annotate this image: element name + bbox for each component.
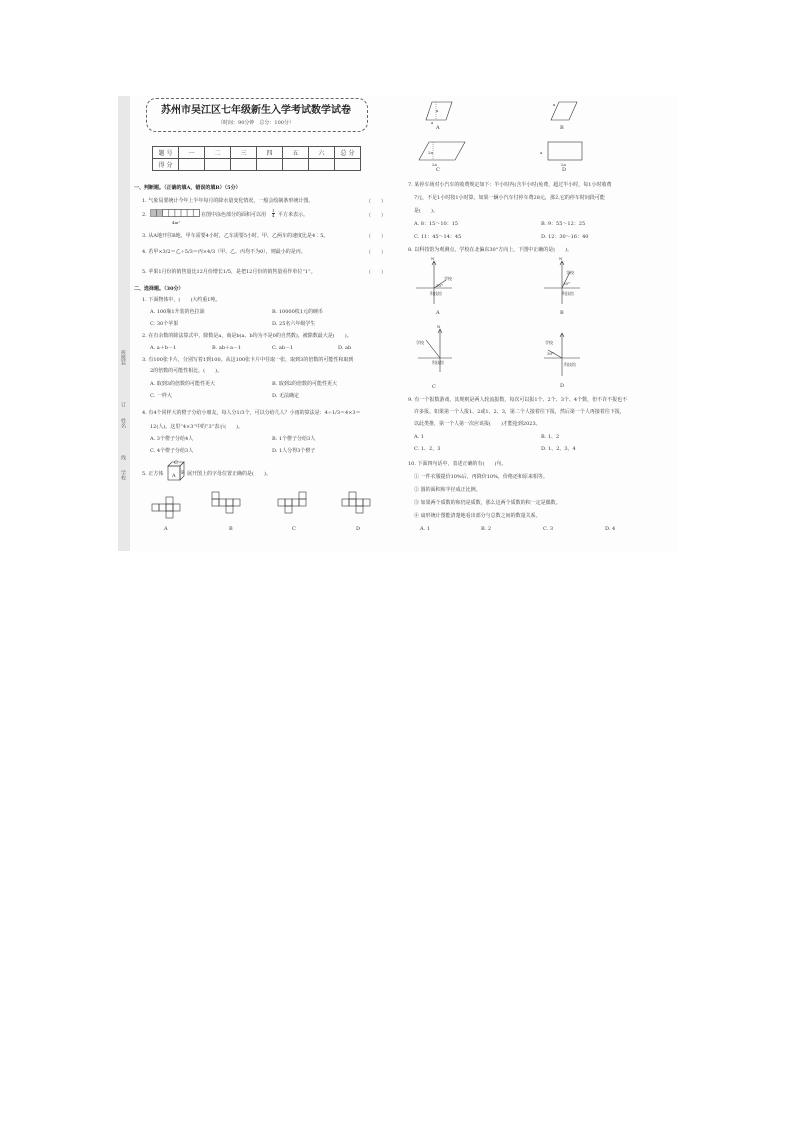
q8-text: 8. 以科技馆为观测点，学校在北偏东30°方向上，下图中正确的是( )。 [408, 247, 573, 253]
score-input-cell[interactable] [205, 159, 231, 171]
north-label: N [431, 256, 435, 261]
s2-question-5-b: 展开图上的字母位置正确的是( )。 [187, 471, 271, 477]
score-cell: 一 [179, 147, 205, 159]
option[interactable]: A. 100瓶1升装的色拉油 [150, 309, 205, 315]
dim-label: a [436, 108, 439, 113]
s2-question-5-a: 5. 正方体 [142, 471, 164, 477]
q7-line3: 是( )。 [414, 208, 438, 214]
option[interactable]: A. 8：15～10：15 [414, 221, 459, 227]
cube-letter-a: A [172, 473, 176, 479]
s1-question-4: 4. 若甲×3/2＝乙÷5/3＝丙×4/3（甲、乙、丙均不为0），则最小的是丙。 [142, 249, 306, 255]
q7-line2: 7元，不足1小时按1小时算。如果一辆小汽车付停车费28元，那么它的停车时间段可能 [414, 195, 605, 201]
binding-label-class: 班级 [120, 350, 126, 360]
museum-label: 科技馆 [562, 291, 574, 296]
compass-label: C [432, 384, 436, 390]
option[interactable]: B. ab＋a－1 [212, 345, 242, 351]
binding-label-zhuang: 装 [120, 360, 126, 365]
score-table-score-row [153, 159, 361, 171]
compass-b[interactable] [540, 258, 584, 308]
score-input-cell[interactable] [257, 159, 283, 171]
s2-question-2: 2. 在有余数的除法算式中，除数是a，商是b(a、b均为不是0的自然数)，被除数最大是( )。 [142, 333, 352, 339]
option[interactable]: C. ab－1 [272, 345, 294, 351]
q7-line1: 7. 某停车场对小汽车的收费规定如下：半小时内(含半小时)免费，超过半小时，每1小时收费 [408, 182, 612, 188]
fraction [272, 209, 275, 218]
option[interactable]: B. 1个橙子分给3人 [272, 436, 316, 442]
fig-label: B [560, 125, 564, 131]
answer-paren[interactable]: （ ） [366, 270, 387, 276]
option[interactable]: A. 1 [414, 434, 424, 440]
option[interactable]: B. 1、2 [541, 434, 560, 440]
fig-label: D [562, 167, 567, 173]
binding-label-name: 姓名 [120, 418, 126, 428]
q10-statement: ③ 如果两个质数的和仍是质数，那么这两个质数的积一定是偶数。 [414, 500, 561, 506]
fig-label: A [436, 125, 440, 131]
dim-label: 2a [561, 162, 566, 167]
score-cell: 五 [283, 147, 309, 159]
s2-question-4-line2: 12(人)。这里“4×3”中的“3”表示( )。 [150, 424, 244, 430]
compass-c[interactable] [412, 326, 456, 376]
q10-statement: ④ 扇形统计图能清楚地看出部分与总数之间的数量关系。 [414, 513, 541, 519]
school-label: 学校 [444, 276, 452, 281]
s1-question-2-text: 在图中涂色部分的面积可以用 [201, 212, 267, 218]
option[interactable]: D. 1人分得3个橙子 [272, 448, 316, 454]
option[interactable]: A. 取到3的倍数的可能性更大 [150, 381, 215, 387]
school-label: 学校 [416, 340, 424, 345]
q10-text: 10. 下面四句话中，表述正确的有( )句。 [408, 461, 507, 467]
exam-title: 苏州市吴江区七年级新生入学考试数学试卷 [161, 105, 351, 116]
answer-paren[interactable]: （ ） [366, 199, 387, 205]
score-cell: 总 分 [335, 147, 361, 159]
cube-net-a[interactable] [150, 496, 190, 522]
option[interactable]: A. 1 [420, 526, 430, 532]
q6-figure-d[interactable] [545, 140, 585, 162]
q9-line2: 许多报。如果第一个人报1、2或1、2、3，第二个人接着往下报，然后第一个人再接着往下报， [414, 409, 625, 415]
museum-label: 科技馆 [564, 362, 576, 367]
angle-label: 30° [436, 283, 444, 288]
s1-question-5: 5. 苹果1月份的销售量比12月份增长1/5，是把12月份的销售量看作单位“1”。 [142, 269, 316, 275]
q9-line3: 以此类推，第一个人第一次应该报( )才能抢到2023。 [414, 421, 541, 427]
section1-heading: 一、判断题。（正确的填A，错误的填B）（5分） [134, 185, 241, 191]
option[interactable]: B. 取到2的倍数的可能性更大 [272, 381, 338, 387]
section2-heading: 二、选择题。（30分） [134, 286, 184, 292]
exam-subtitle: （时间：90分钟 总分：100分） [218, 120, 294, 126]
compass-a[interactable] [412, 258, 456, 308]
binding-strip [118, 96, 130, 551]
s1-question-2-end: 平方米表示。 [278, 212, 309, 218]
option[interactable]: B. 2 [481, 526, 492, 532]
q6-figure-b[interactable] [545, 100, 585, 122]
option[interactable]: C. 30个苹果 [150, 321, 179, 327]
north-label: N [559, 256, 563, 261]
compass-label: B [560, 310, 564, 316]
dim-label: 2a [428, 150, 433, 155]
option[interactable]: A. 3个橙子分给4人 [150, 436, 194, 442]
score-input-cell[interactable] [179, 159, 205, 171]
score-cell: 二 [205, 147, 231, 159]
fraction-denominator: 4 [272, 213, 275, 218]
s2-question-3-line1: 3. 有100张卡片，分别写着1到100。从这100张卡片中任取一张，取到3的倍数的可能性和取到 [142, 357, 354, 363]
net-label: D [356, 526, 361, 532]
score-table-header-row [153, 147, 361, 159]
museum-label: 科技馆 [432, 360, 444, 365]
s2-question-3-line2: 2的倍数的可能性相比，( )。 [150, 368, 223, 374]
score-input-cell[interactable] [231, 159, 257, 171]
answer-paren[interactable]: （ ） [366, 234, 387, 240]
q6-figure-c[interactable] [415, 140, 471, 162]
grid-strip-unit: 4m² [172, 220, 180, 225]
answer-paren[interactable]: （ ） [366, 250, 387, 256]
option[interactable]: C. 11：45～14：45 [414, 234, 462, 240]
angle-label: 30° [547, 351, 555, 356]
score-input-cell[interactable] [309, 159, 335, 171]
score-cell: 四 [257, 147, 283, 159]
cube-letter-b: B [181, 470, 185, 476]
compass-label: A [436, 310, 440, 316]
binding-label-school: 学校 [120, 470, 126, 480]
option[interactable]: B. 9：55～12：25 [541, 221, 586, 227]
score-cell: 得 分 [153, 159, 179, 171]
score-table [152, 146, 361, 171]
cube-net-b[interactable] [210, 490, 250, 522]
s2-question-1: 1. 下面物体中，( )大约重1吨。 [142, 297, 221, 303]
q9-line1: 9. 有一个报数游戏，其规则是两人轮流报数，每次可以报1个、2个、3个、4个数，但不许不报也不 [408, 397, 628, 403]
option[interactable]: D. 25名六年级学生 [272, 321, 316, 327]
net-label: A [164, 526, 168, 532]
fraction-numerator: 1 [272, 208, 275, 213]
option[interactable]: C. 一样大 [150, 393, 172, 399]
option[interactable]: D. ab [338, 345, 352, 351]
dim-label: 2a [432, 162, 437, 167]
option[interactable]: C. 3 [543, 526, 554, 532]
dim-label: a [431, 120, 434, 125]
option[interactable]: D. 无法确定 [272, 393, 300, 399]
score-input-cell[interactable] [335, 159, 361, 171]
north-label: N [437, 324, 441, 329]
option[interactable]: B. 10000枚1元的硬币 [272, 309, 323, 315]
score-cell: 三 [231, 147, 257, 159]
score-cell: 题 号 [153, 147, 179, 159]
option[interactable]: D. 12：30～16：40 [541, 234, 589, 240]
option[interactable]: C. 1、2、3 [414, 446, 441, 452]
dim-label: a [540, 150, 543, 155]
binding-label-ding: 订 [120, 402, 126, 407]
answer-paren[interactable]: （ ） [366, 213, 387, 219]
option[interactable]: A. a＋b－1 [150, 345, 177, 351]
angle-label: 30° [563, 281, 571, 286]
q10-statement: ① 一件衣服提价10%后，再降价10%，价格还和原来相等。 [414, 474, 548, 480]
s2-question-4-line1: 4. 有4个同样大的橙子分给小朋友，每人分1/3个，可以分给几人？小雨的算法是：4÷1/3＝4×3＝ [142, 410, 361, 416]
option[interactable]: D. 1、2、3、4 [541, 446, 576, 452]
school-label: 学校 [566, 270, 574, 275]
net-label: C [292, 526, 296, 532]
school-label: 学校 [545, 340, 553, 345]
cube-letter-c: C [174, 460, 178, 466]
cube-net-c[interactable] [276, 490, 316, 522]
museum-label: 科技馆 [430, 291, 442, 296]
q6-figure-a[interactable] [420, 100, 460, 122]
dim-label: a [553, 102, 556, 107]
s1-question-2-num: 2. [142, 212, 147, 218]
score-cell: 六 [309, 147, 335, 159]
q10-statement: ② 圆的面积和半径成正比例。 [414, 487, 481, 493]
compass-label: D [560, 383, 565, 389]
net-label: B [229, 526, 233, 532]
fig-label: C [436, 167, 440, 173]
cube-net-d[interactable] [340, 490, 380, 522]
score-input-cell[interactable] [283, 159, 309, 171]
binding-label-xian: 线 [120, 455, 126, 460]
option[interactable]: C. 4个橙子分给3人 [150, 448, 194, 454]
s1-question-3: 3. 从A地开往B地，甲车需要4小时，乙车需要5小时。甲、乙两车的速度比是4∶5。 [142, 233, 329, 239]
s1-question-1: 1. 气象局要统计今年上半年每月的降水量变化情况，一般会绘制条形统计图。 [142, 198, 314, 204]
option[interactable]: D. 4 [605, 526, 616, 532]
